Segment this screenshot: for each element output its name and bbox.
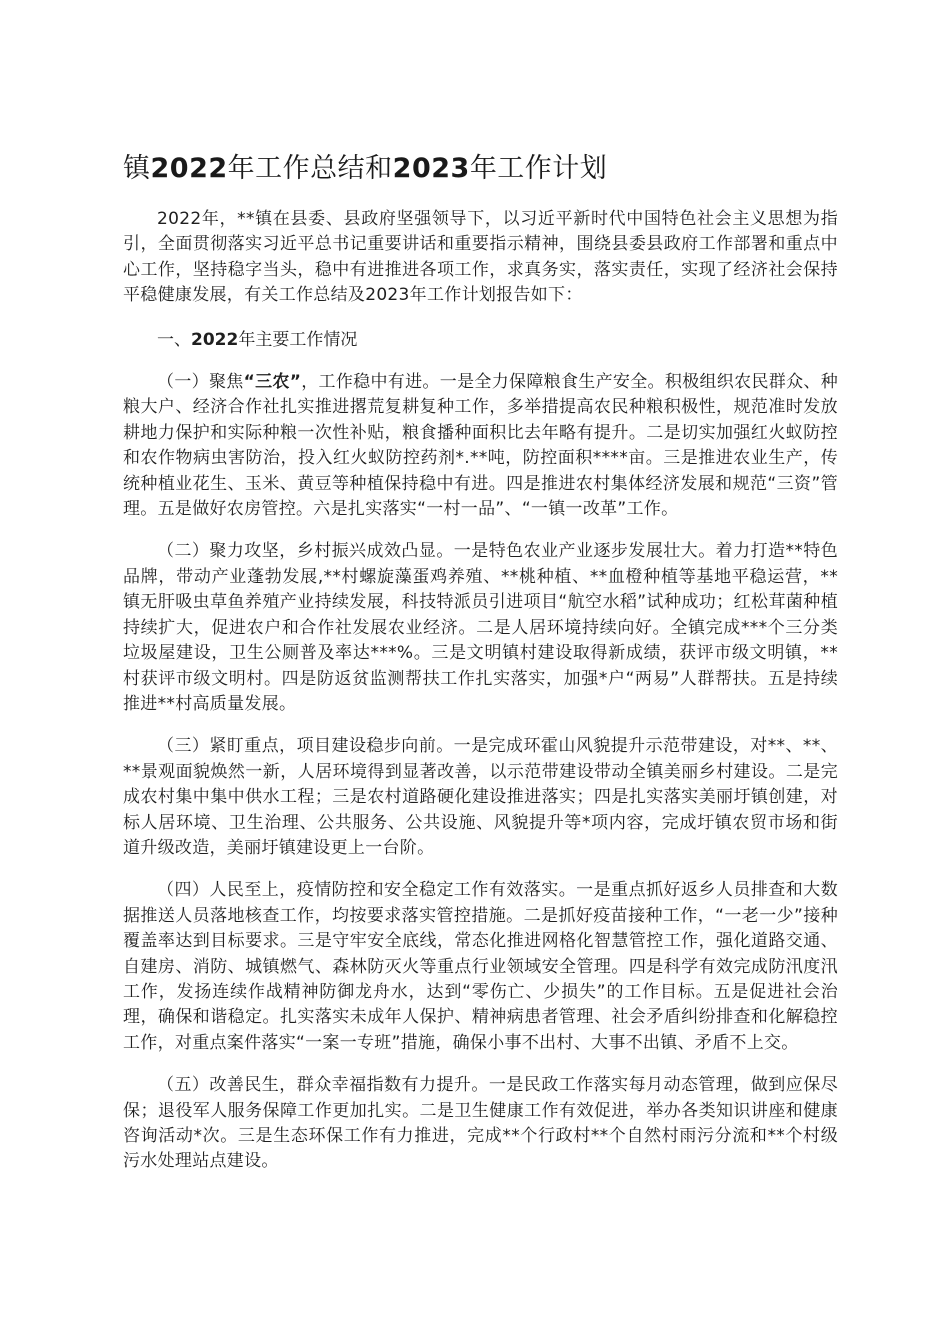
subsection-1-lead: [157, 372, 301, 392]
subsection-1-paragraph: [123, 370, 838, 522]
heading-suffix: 年主要工作情况: [238, 329, 358, 350]
heading-prefix: 一、: [157, 329, 191, 350]
subsection-1-text: ，工作稳中有进。一是全力保障粮食生产安全。积极组织农民群众、种粮大户、经济合作社扎实推进撂荒复耕复种工作，多举措提高农民种粮积极性，规范准时发放耕地力保护和实际种粮一次性补贴，粮食播种面积比去年略有提升。二是切实加强红火蚁防控和农作物病虫害防治，投入红火蚁防控药剂*.**吨，防控面积****亩。三是推进农业生产，传统种植业花生、玉米、黄豆等种植保持稳中有进。四是推进农村集体经济发展和规范“三资”管理。五是做好农房管控。六是扎实落实“一村一品”、“一镇一改革”工作。: [123, 372, 839, 520]
subsection-1-lead-bold: “三农”: [243, 372, 302, 393]
document-page: [123, 150, 838, 1175]
subsection-3-paragraph: （三）紧盯重点，项目建设稳步向前。一是完成环霍山风貌提升示范带建设，对**、**、**景观面貌焕然一新，人居环境得到显著改善，以示范带建设带动全镇美丽乡村建设。二是完成农村集中集中供水工程；三是农村道路硬化建设推进落实；四是扎实落实美丽圩镇创建，对标人居环境、卫生治理、公共服务、公共设施、风貌提升等*项内容，完成圩镇农贸市场和街道升级改造，美丽圩镇建设更上一台阶。: [123, 736, 838, 858]
subsection-2-paragraph: （二）聚力攻坚，乡村振兴成效凸显。一是特色农业产业逐步发展壮大。着力打造**特色品牌，带动产业蓬勃发展,**村螺旋藻蛋鸡养殖、**桃种植、**血橙种植等基地平稳运营，**镇无肝吸虫草鱼养殖产业持续发展，科技特派员引进项目“航空水稻”试种成功；红松茸菌种植持续扩大，促进农户和合作社发展农业经济。二是人居环境持续向好。全镇完成***个三分类垃圾屋建设，卫生公厕普及率达***%。三是文明镇村建设取得新成绩，获评市级文明镇，**村获评市级文明村。四是防返贫监测帮扶工作扎实落实，加强*户“两易”人群帮扶。五是持续推进**村高质量发展。: [123, 541, 838, 714]
subsection-5-paragraph: （五）改善民生，群众幸福指数有力提升。一是民政工作落实每月动态管理，做到应保尽保；退役军人服务保障工作更加扎实。二是卫生健康工作有效促进，举办各类知识讲座和健康咨询活动*次。三是生态环保工作有力推进，完成**个行政村**个自然村雨污分流和**个村级污水处理站点建设。: [123, 1075, 838, 1172]
subsection-1-lead-prefix: （一）聚焦: [157, 372, 244, 393]
document-title: [123, 150, 838, 188]
title-year1: 2022: [150, 153, 228, 184]
title-part3: 年工作计划: [469, 153, 608, 184]
subsection-4-paragraph: （四）人民至上，疫情防控和安全稳定工作有效落实。一是重点抓好返乡人员排查和大数据推送人员落地核查工作，均按要求落实管控措施。二是抓好疫苗接种工作，“一老一少”接种覆盖率达到目标要求。三是守牢安全底线，常态化推进网格化智慧管控工作，强化道路交通、自建房、消防、城镇燃气、森林防灭火等重点行业领域安全管理。四是科学有效完成防汛度汛工作，发扬连续作战精神防御龙舟水，达到“零伤亡、少损失”的工作目标。五是促进社会治理，确保和谐稳定。扎实落实未成年人保护、精神病患者管理、社会矛盾纠纷排查和化解稳控工作，对重点案件落实“一案一专班”措施，确保小事不出村、大事不出镇、矛盾不上交。: [123, 880, 838, 1053]
title-part2: 年工作总结和: [227, 153, 393, 184]
intro-paragraph: 2022年，**镇在县委、县政府坚强领导下，以习近平新时代中国特色社会主义思想为指引，全面贯彻落实习近平总书记重要讲话和重要指示精神，围绕县委县政府工作部署和重点中心工作，坚持稳字当头，稳中有进推进各项工作，求真务实，落实责任，实现了经济社会保持平稳健康发展，有关工作总结及2023年工作计划报告如下：: [123, 209, 838, 306]
heading-year: 2022: [191, 329, 239, 350]
title-part1: 镇: [123, 153, 151, 184]
section-heading-1: [123, 328, 838, 353]
title-year2: 2023: [392, 153, 470, 184]
